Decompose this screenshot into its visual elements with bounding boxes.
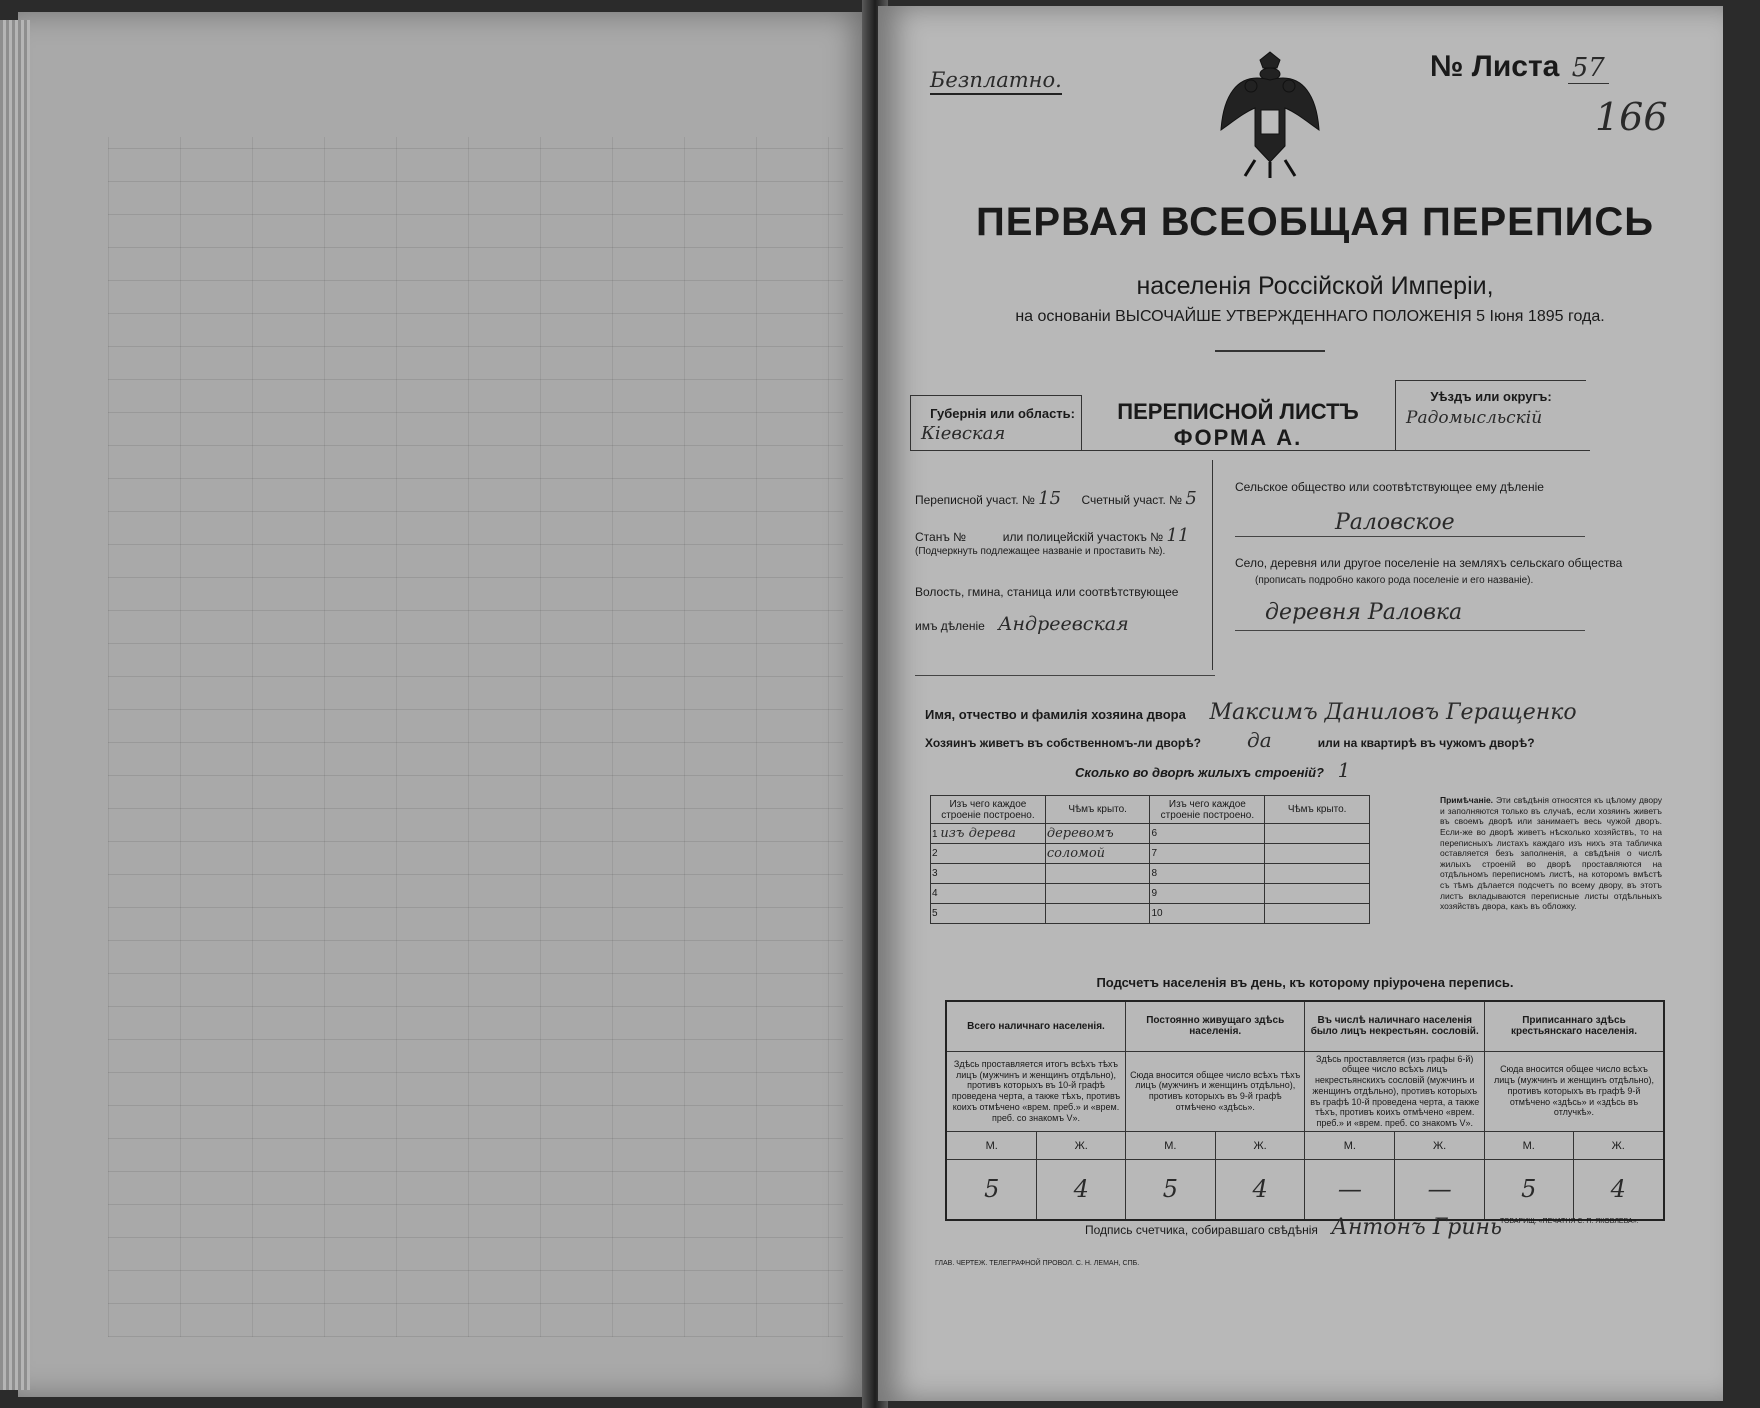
m-label: М. [1125,1132,1215,1160]
province-value: Кіевская [921,423,1006,444]
summary-table [945,1000,1665,1221]
f-label: Ж. [1573,1132,1664,1160]
village-rule [1235,630,1585,631]
society-value: Раловское [1335,510,1455,535]
note-text: Эти свѣдѣнія относятся къ цѣлому двору и заполняются только въ случаѣ, если хозяинъ живетъ въ своемъ дворѣ или занимаетъ весь чужой дворъ. Если-же во дворѣ живетъ нѣсколько хозяйствъ, то на переписныхъ листахъ каждаго изъ нихъ эта табличка оставляется безъ заполненія, а свѣдѣнія о числѣ жилыхъ строеній во дворѣ проставляются на отдѣльномъ переписномъ листѣ, на которомъ вмѣстѣ съ тѣмъ дѣлается подсчетъ по всему двору, въ этотъ листъ вкладываются переписные листы отдѣльныхъ хозяйствъ двора, какъ въ обложку. [1440,795,1662,912]
buildings-row: Сколько во дворѣ жилыхъ строеній? 1 [1075,758,1351,782]
stan-row: Станъ № или полицейскій участокъ № 11 [915,525,1190,546]
census-plot-value: 15 [1038,488,1062,509]
form-name: ФОРМА А. [1173,425,1303,450]
district-value: Радомысльскій [1406,408,1543,428]
volost-value: Андреевская [998,613,1129,635]
nonpeasant-male: — [1305,1160,1395,1220]
left-page [18,12,873,1397]
book-page-edges [0,20,30,1390]
summary-col-3-desc: Здѣсь проставляется (изъ графы 6-й) общее число всѣхъ лицъ некрестьянскихъ сословій (мужчинъ и женщинъ отдѣльно), противъ которыхъ въ графѣ 10-й проведена черта, а также тѣхъ, противъ коихъ отмѣчено «врем. преб.» и «врем. преб. со знакомъ V». [1305,1051,1485,1132]
buildings-value: 1 [1337,758,1351,782]
f-label: Ж. [1037,1132,1126,1160]
roof-header: Чѣмъ крыто. [1045,796,1150,824]
census-form [905,40,1685,1370]
imperial-eagle-emblem [1215,50,1325,180]
summary-col-4-desc: Сюда вносится общее число всѣхъ лицъ (мужчинъ и женщинъ отдѣльно), противъ которыхъ въ графѣ 9-й отмѣчено «здѣсь» и «здѣсь въ отлучкѣ». [1484,1051,1664,1132]
peasant-female: 4 [1573,1160,1664,1220]
summary-heading: Подсчетъ населенія въ день, къ которому пріурочена перепись. [1096,975,1514,990]
owner-name-value: Максимъ Даниловъ Геращенко [1209,700,1577,725]
sheet-number-value: 57 [1568,53,1609,84]
peasant-male: 5 [1484,1160,1573,1220]
material-header-2: Изъ чего каждое строеніе построено. [1150,796,1265,824]
table-row: 4 9 [931,884,1370,904]
m-label: М. [946,1132,1037,1160]
village-value: деревня Раловка [1265,600,1463,625]
table-row: 3 8 [931,864,1370,884]
society-label: Сельское общество или соотвѣтствующее ему дѣленіе [1235,480,1544,494]
f-label: Ж. [1395,1132,1485,1160]
province-box [910,395,1082,451]
resident-male: 5 [1125,1160,1215,1220]
volost-rule [915,675,1215,676]
nonpeasant-female: — [1395,1160,1485,1220]
printer-right: ТОВАРИЩ. «ПЕЧАТНЯ С. П. ЯКОВЛЕВА». [1500,1218,1639,1225]
f-label: Ж. [1215,1132,1305,1160]
m-label: М. [1305,1132,1395,1160]
summary-col-3-title: Въ числѣ наличнаго населенія было лицъ некрестьян. сословій. [1305,1001,1485,1051]
resident-female: 4 [1215,1160,1305,1220]
form-title: ПЕРЕПИСНОЙ ЛИСТЪ [1117,399,1359,424]
note-label: Примѣчаніе. [1440,795,1494,805]
material-header: Изъ чего каждое строеніе построено. [931,796,1046,824]
village-note: (прописать подробно какого рода поселеніе и его названіе). [1255,575,1534,586]
table-row: 2 соломой 7 [931,844,1370,864]
district-box [1395,380,1586,451]
legal-basis: на основаніи ВЫСОЧАЙШЕ УТВЕРЖДЕННАГО ПОЛОЖЕНІЯ 5 Іюня 1895 года. [1015,308,1605,325]
m-label: М. [1484,1132,1573,1160]
table-row: 5 10 [931,904,1370,924]
page-subtitle: населенія Россійской Имперіи, [1136,272,1494,300]
owner-lives-row: Хозяинъ живетъ въ собственномъ-ли дворѣ? да или на квартирѣ въ чужомъ дворѣ? [925,728,1535,752]
signature-value: Антонъ Гринь [1331,1215,1502,1240]
total-female: 4 [1037,1160,1126,1220]
district-label: Уѣздъ или округъ: [1430,389,1552,404]
owner-lives-value: да [1247,728,1272,752]
village-label: Село, деревня или другое поселеніе на земляхъ сельскаго общества [1235,556,1623,570]
summary-col-1-title: Всего наличнаго населенія. [946,1001,1125,1051]
printer-left: ГЛАВ. ЧЕРТЕЖ. ТЕЛЕГРАФНОЙ ПРОВОЛ. С. Н. ЛЕМАН, СПБ. [935,1260,1140,1267]
roof-header-2: Чѣмъ крыто. [1265,796,1370,824]
field-divider [1212,460,1213,670]
sheet-number-label: № Листа 57 [1430,50,1609,84]
ornament-divider [1215,350,1325,352]
society-rule [1235,536,1585,537]
archive-number: 166 [1595,95,1668,139]
count-plot-value: 5 [1185,488,1197,509]
summary-col-2-desc: Сюда вносится общее число всѣхъ тѣхъ лицъ (мужчинъ и женщинъ отдѣльно), противъ которыхъ въ 9-й графѣ отмѣчено «здѣсь». [1125,1051,1305,1132]
police-value: 11 [1166,525,1190,546]
buildings-table [930,795,1370,924]
census-plot-row: Переписной участ. № 15 Счетный участ. № 5 [915,488,1225,509]
stan-note: (Подчеркнуть подлежащее названіе и проставить №). [915,546,1166,557]
summary-col-4-title: Приписаннаго здѣсь крестьянскаго населенія. [1484,1001,1664,1051]
signature-row: Подпись счетчика, собиравшаго свѣдѣнія Антонъ Гринь [1085,1215,1502,1240]
note-block [1440,795,1662,912]
summary-col-2-title: Постоянно живущаго здѣсь населенія. [1125,1001,1305,1051]
summary-col-1-desc: Здѣсь проставляется итогъ всѣхъ тѣхъ лицъ (мужчинъ и женщинъ отдѣльно), противъ которыхъ въ 10-й графѣ проведена черта, а также тѣхъ, противъ коихъ отмѣчено «врем. преб.» и «врем. преб. со знакомъ V». [946,1051,1125,1132]
table-row: 1 изъ дерева деревомъ 6 [931,824,1370,844]
left-page-ruled-grid [108,137,843,1337]
total-male: 5 [946,1160,1037,1220]
province-label: Губернія или область: [930,406,1075,421]
volost-label: Волость, гмина, станица или соотвѣтствующее имъ дѣленіе Андреевская [915,585,1179,635]
page-title: ПЕРВАЯ ВСЕОБЩАЯ ПЕРЕПИСЬ [976,200,1654,244]
free-label: Безплатно. [930,68,1062,95]
box-bottom-rule [910,450,1590,451]
form-title-box [1083,395,1393,455]
owner-name-row: Имя, отчество и фамилія хозяина двора Максимъ Даниловъ Геращенко [925,700,1577,725]
